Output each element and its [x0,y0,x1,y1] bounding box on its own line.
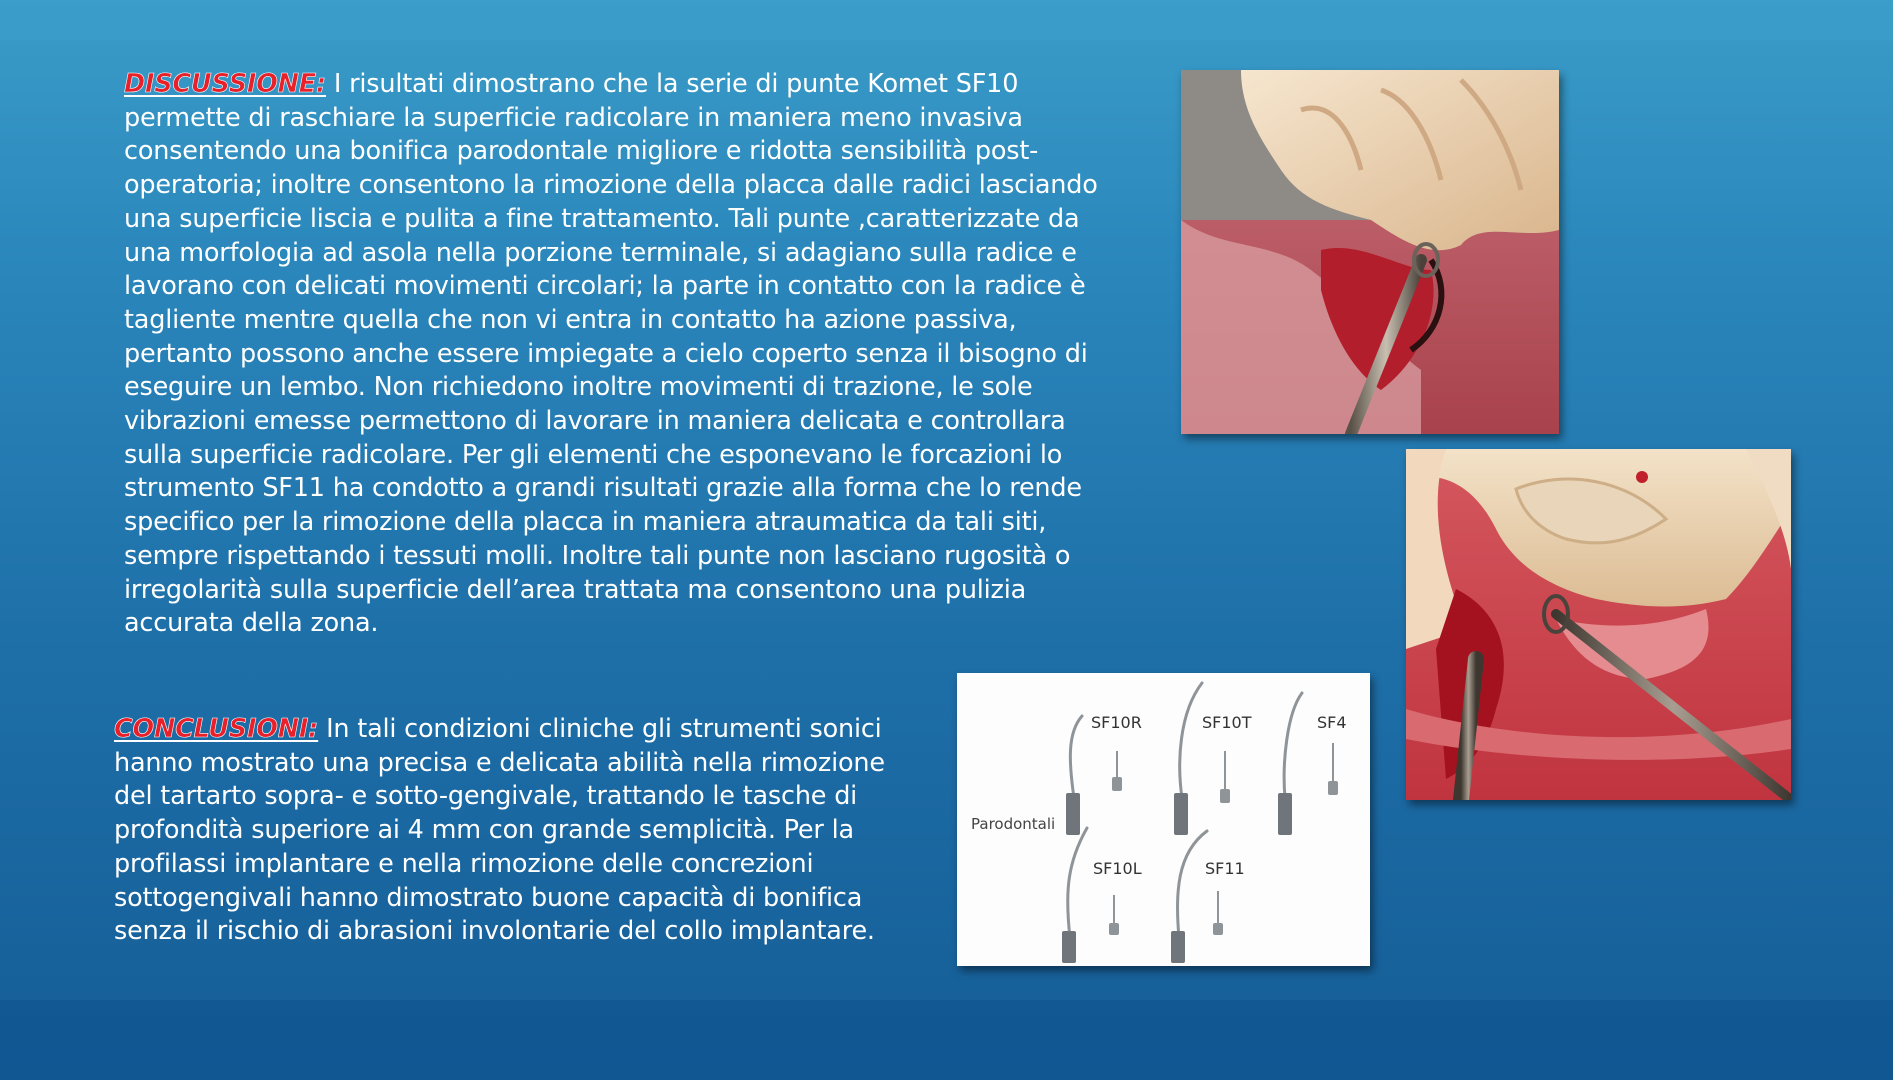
discussion-paragraph [124,68,1109,641]
conclusion-body: In tali condizioni cliniche gli strumenti sonici hanno mostrato una precisa e delicata abilità nella rimozione del tartarto sopra- e sotto-gengivale, trattando le tasche di profondità superiore ai 4 mm con grande semplicità. Per la profilassi implantare e nella rimozione delle concrezioni sottogengivali hanno dimostrato buone capacità di bonifica senza il rischio di abrasioni involontarie del collo implantare. [114,714,885,947]
discussion-heading: DISCUSSIONE: [124,69,326,99]
discussion-body: I risultati dimostrano che la serie di punte Komet SF10 permette di raschiare la superficie radicolare in maniera meno invasiva consentendo una bonifica parodontale migliore e ridotta sensibilità post-operatoria; inoltre consentono la rimozione della placca dalle radici lasciando una superficie liscia e pulita a fine trattamento. Tali punte ,caratterizzate da una morfologia ad asola nella porzione terminale, si adagiano sulla radice e lavorano con delicati movimenti circolari; la parte in contatto con la radice è tagliente mentre quella che non vi entra in contatto ha azione passiva, pertanto possono anche essere impiegate a cielo coperto senza il bisogno di eseguire un lembo. Non richiedono inoltre movimenti di trazione, le sole vibrazioni emesse permettono di lavorare in maniera delicata e controllara sulla superficie radicolare. Per gli elementi che esponevano le forcazioni lo strumento SF11 ha condotto a grandi risultati grazie alla forma che lo rende specifico per la rimozione della placca in maniera atraumatica da tali siti, sempre rispettando i tessuti molli. Inoltre tali punte non lasciano rugosità o irregolarità sulla superficie dell’area trattata ma consentono una pulizia accurata della zona. [124,69,1098,639]
tips-reference-figure [957,673,1370,966]
top-band [0,0,1893,40]
tip-label-sf11: SF11 [1205,859,1245,878]
tip-label-sf10t: SF10T [1202,713,1252,732]
bottom-band [0,1000,1893,1080]
clinical-photo-lower [1406,449,1791,800]
tip-label-sf10r: SF10R [1091,713,1142,732]
conclusion-heading: CONCLUSIONI: [114,714,319,744]
tip-label-sf10l: SF10L [1093,859,1142,878]
tip-label-sf4: SF4 [1317,713,1347,732]
category-label: Parodontali [971,815,1056,833]
clinical-photo-upper [1181,70,1559,434]
conclusion-paragraph [114,713,926,949]
